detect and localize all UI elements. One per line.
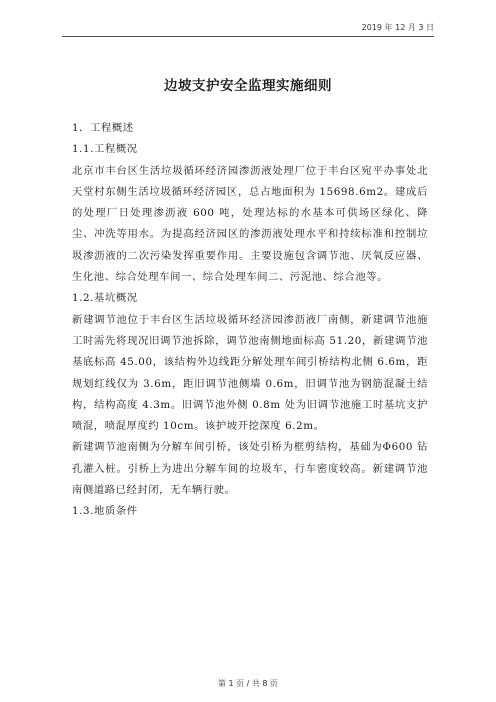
header-divider <box>62 36 434 37</box>
header-date: 2019 年 12 月 3 日 <box>361 23 434 32</box>
subsection-heading: 1.3.地质条件 <box>72 505 138 518</box>
document-title: 边坡支护安全监理实施细则 <box>164 78 332 94</box>
section-heading: 1．工程概述 <box>72 122 134 134</box>
paragraph: 新建调节池位于丰台区生活垃圾循环经济园渗沥液厂南侧，新建调节池施工时需先将现况旧调节池拆除，调节池南侧地面标高 51.20，新建调节池基底标高 45.00，该结构外边线距分解处理车间引桥结构北侧 6.6m，距规划红线仅为 3.6m，距旧调节池侧墙 0.6m，旧调节池为钢筋混凝土结构，结构高度 4.3m。旧调节池外侧 0.8m 处为旧调节池施工时基坑支护喷混，喷混厚度约 10cm。该护坡开挖深度 6.2m。 <box>72 313 428 433</box>
subsection-heading: 1.2.基坑概况 <box>72 292 138 305</box>
page-number: 第 1 页 / 共 8 页 <box>217 679 279 688</box>
subsection-heading: 1.1.工程概况 <box>72 143 138 156</box>
paragraph: 北京市丰台区生活垃圾循环经济园渗沥液处理厂位于丰台区宛平办事处北天堂村东侧生活垃圾循环经济园区，总占地面积为 15698.6m2。建成后的处理厂日处理渗沥液 600 吨，处理达标的水基本可供场区绿化、降尘、冲洗等用水。为提高经济园区的渗沥液处理水平和持续标准和控制垃圾渗沥液的二次污染发挥重要作用。主要设施包含调节池、厌氧反应器、生化池、综合处理车间一、综合处理车间二、污泥池、综合池等。 <box>72 164 428 284</box>
paragraph: 新建调节池南侧为分解车间引桥，该处引桥为框剪结构，基础为Φ600 钻孔灌入桩。引桥上为进出分解车间的垃圾车，行车密度较高。新建调节池南侧道路已经封闭，无车辆行驶。 <box>72 441 428 497</box>
document-body <box>72 118 428 523</box>
